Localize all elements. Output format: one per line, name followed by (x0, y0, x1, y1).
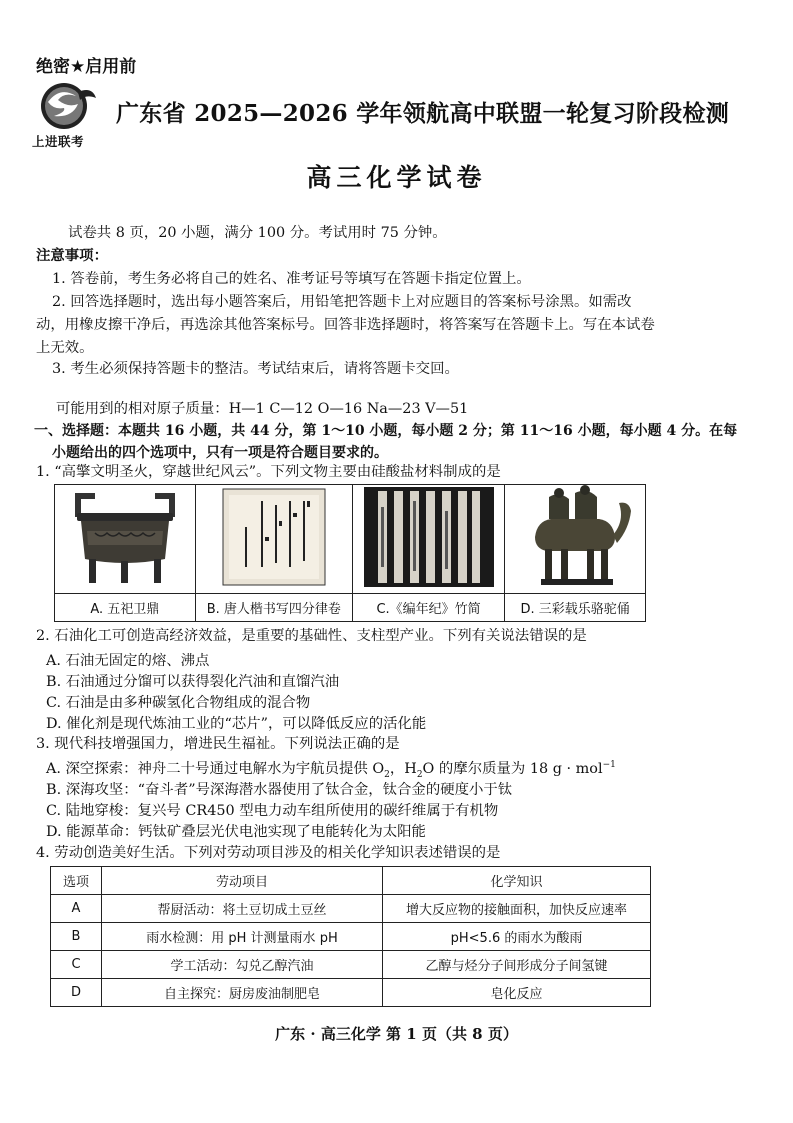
q4-row-b-option: B (51, 923, 102, 951)
note-3: 3. 考生必须保持答题卡的整洁。考试结束后，请将答题卡交回。 (52, 361, 459, 377)
subject-title: 高三化学试卷 (306, 163, 487, 192)
bronze-ding-icon (65, 487, 185, 587)
q1-image-table (54, 484, 646, 622)
q2-option-c: C. 石油是由多种碳氢化合物组成的混合物 (46, 695, 311, 711)
note-2-line-3: 上无效。 (36, 340, 94, 356)
q1-caption-b: B. 唐人楷书写四分律卷 (195, 594, 352, 622)
sancai-camel-icon (515, 485, 635, 589)
exam-title: 广东省 2025—2026 学年领航高中联盟一轮复习阶段检测 (116, 100, 730, 127)
section-heading-line-1: 一、选择题：本题共 16 小题，共 44 分，第 1～10 小题，每小题 2 分；第 11～16 小题，每小题 4 分。在每 (34, 423, 738, 439)
q4-header-row (51, 867, 651, 895)
q2-stem: 2. 石油化工可创造高经济效益，是重要的基础性、支柱型产业。下列有关说法错误的是 (36, 628, 587, 644)
table-row (51, 895, 651, 923)
q3-a-sub-2: 2 (416, 769, 423, 780)
q3-a-sup: −1 (602, 760, 616, 771)
q1-image-d (505, 485, 646, 594)
q3-a-text-1: A. 深空探索：神舟二十号通过电解水为宇航员提供 O (46, 761, 385, 777)
q1-caption-a: A. 五祀卫鼎 (55, 594, 196, 622)
q4-row-c-knowledge: 乙醇与烃分子间形成分子间氢键 (383, 951, 651, 979)
q1-caption-d: D. 三彩载乐骆驼俑 (505, 594, 646, 622)
q4-row-d-knowledge: 皂化反应 (383, 979, 651, 1007)
q1-caption-c: C.《编年纪》竹简 (352, 594, 504, 622)
note-2-line-1: 2. 回答选择题时，选出每小题答案后，用铅笔把答题卡上对应题目的答案标号涂黑。如需改 (52, 294, 632, 310)
q1-stem: 1. “高擎文明圣火，穿越世纪风云”。下列文物主要由硅酸盐材料制成的是 (36, 464, 501, 480)
section-heading-line-2: 小题给出的四个选项中，只有一项是符合题目要求的。 (52, 445, 388, 461)
q4-row-d-option: D (51, 979, 102, 1007)
note-1: 1. 答卷前，考生务必将自己的姓名、准考证号等填写在答题卡指定位置上。 (52, 271, 531, 287)
q4-row-a-project: 帮厨活动：将土豆切成土豆丝 (102, 895, 383, 923)
q4-stem: 4. 劳动创造美好生活。下列对劳动项目涉及的相关化学知识表述错误的是 (36, 845, 501, 861)
q4-header-knowledge: 化学知识 (383, 867, 651, 895)
table-row (51, 951, 651, 979)
q4-header-option: 选项 (51, 867, 102, 895)
q3-option-b: B. 深海攻坚：“奋斗者”号深海潜水器使用了钛合金，钛合金的硬度小于钛 (46, 782, 513, 798)
q4-header-project: 劳动项目 (102, 867, 383, 895)
confidential-label: 绝密★启用前 (36, 57, 137, 77)
q4-row-d-project: 自主探究：厨房废油制肥皂 (102, 979, 383, 1007)
q4-row-a-option: A (51, 895, 102, 923)
scroll-calligraphy-icon (219, 487, 329, 587)
q3-a-text-2: ，H (389, 761, 417, 777)
q3-a-text-3: O 的摩尔质量为 18 g · mol (422, 761, 603, 777)
exam-info: 试卷共 8 页，20 小题，满分 100 分。考试用时 75 分钟。 (68, 225, 447, 241)
q4-row-c-project: 学工活动：勾兑乙醇汽油 (102, 951, 383, 979)
q4-row-b-knowledge: pH<5.6 的雨水为酸雨 (383, 923, 651, 951)
q2-option-d: D. 催化剂是现代炼油工业的“芯片”，可以降低反应的活化能 (46, 716, 427, 732)
atomic-masses: 可能用到的相对原子质量：H—1 C—12 O—16 Na—23 V—51 (56, 401, 469, 417)
table-row (51, 979, 651, 1007)
q3-stem: 3. 现代科技增强国力，增进民生福祉。下列说法正确的是 (36, 736, 400, 752)
q1-image-b (195, 485, 352, 594)
note-2-line-2: 动，用橡皮擦干净后，再选涂其他答案标号。回答非选择题时，将答案写在答题卡上。写在本试卷 (36, 317, 655, 333)
logo-caption: 上进联考 (32, 134, 85, 149)
page-footer: 广东 · 高三化学 第 1 页（共 8 页） (275, 1025, 518, 1043)
q3-option-d: D. 能源革命：钙钛矿叠层光伏电池实现了电能转化为太阳能 (46, 824, 426, 840)
q4-row-a-knowledge: 增大反应物的接触面积，加快反应速率 (383, 895, 651, 923)
q1-image-c (352, 485, 504, 594)
q3-option-a (46, 757, 616, 780)
table-row (51, 923, 651, 951)
bamboo-slips-icon (364, 487, 494, 587)
q4-table (50, 866, 651, 1007)
q2-option-b: B. 石油通过分馏可以获得裂化汽油和直馏汽油 (46, 674, 340, 690)
q2-option-a: A. 石油无固定的熔、沸点 (46, 653, 210, 669)
q1-image-a (55, 485, 196, 594)
q3-option-c: C. 陆地穿梭：复兴号 CR450 型电力动车组所使用的碳纤维属于有机物 (46, 803, 499, 819)
q3-a-sub-1: 2 (384, 769, 390, 780)
q4-row-c-option: C (51, 951, 102, 979)
notes-heading: 注意事项： (36, 248, 108, 264)
q4-row-b-project: 雨水检测：用 pH 计测量雨水 pH (102, 923, 383, 951)
